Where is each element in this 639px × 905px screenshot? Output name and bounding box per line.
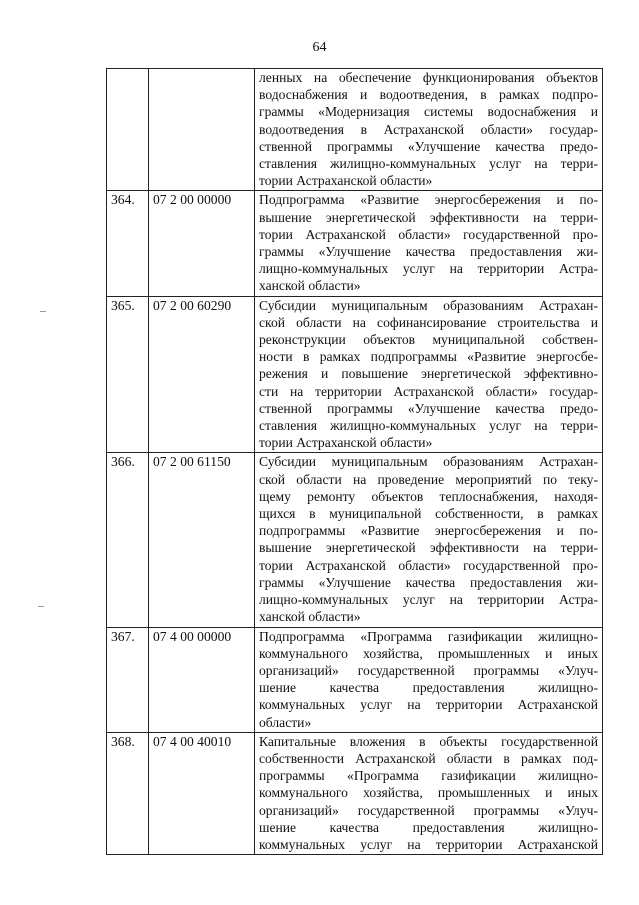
description-line: тории Астраханской области» государственной про- (259, 557, 598, 573)
description-line: щему ремонту объектов теплоснабжения, находя- (259, 488, 598, 504)
description-line: граммы «Модернизация системы водоснабжения и (259, 104, 598, 120)
description-line: граммы «Улучшение качества предоставления жи- (259, 574, 598, 590)
description-line: тории Астраханской области» (259, 435, 433, 451)
description-line: вышение энергетической эффективности на терри- (259, 209, 598, 225)
description-line: ственной программы «Улучшение качества предо- (259, 138, 598, 154)
description-line: шение качества предоставления жилищно- (259, 819, 598, 835)
description-line: ханской области» (259, 278, 361, 294)
description-line: области» (259, 714, 312, 730)
classification-code: 07 2 00 61150 (149, 453, 255, 627)
table-row (107, 453, 603, 627)
description-line: ставления жилищно-коммунальных услуг на терри- (259, 418, 598, 434)
description-line: программы «Программа газификации жилищно- (259, 768, 598, 784)
item-description (255, 627, 603, 732)
row-number: 366. (107, 453, 149, 627)
description-line: шение качества предоставления жилищно- (259, 680, 598, 696)
table-row (107, 296, 603, 453)
description-line: ности в рамках подпрограммы «Развитие энергосбе- (259, 349, 598, 365)
description-line: ской области на проведение мероприятий по теку- (259, 471, 598, 487)
item-description (255, 191, 603, 296)
description-line: подпрограммы «Развитие энергосбережения и по- (259, 523, 598, 539)
page-number: 64 (312, 40, 327, 55)
row-number (107, 69, 149, 191)
classification-code: 07 4 00 40010 (149, 732, 255, 854)
table-row (107, 69, 603, 191)
item-description (255, 453, 603, 627)
row-number: 364. (107, 191, 149, 296)
row-number: 365. (107, 296, 149, 453)
description-line: тории Астраханской области» государственной про- (259, 226, 598, 242)
description-line: Субсидии муниципальным образованиям Астрахан- (259, 454, 598, 470)
description-line: Капитальные вложения в объекты государственной (259, 733, 598, 749)
classification-code (149, 69, 255, 191)
description-line: лищно-коммунальных услуг на территории Астра- (259, 592, 598, 608)
description-line: Подпрограмма «Развитие энергосбережения и по- (259, 192, 598, 208)
description-line: щихся в муниципальной собственности, в рамках (259, 506, 598, 522)
item-description (255, 296, 603, 453)
row-number: 368. (107, 732, 149, 854)
classification-code: 07 2 00 00000 (149, 191, 255, 296)
scan-mark (40, 311, 46, 312)
classification-code: 07 2 00 60290 (149, 296, 255, 453)
description-line: граммы «Улучшение качества предоставления жи- (259, 244, 598, 260)
description-line: режения и повышение энергетической эффективно- (259, 366, 598, 382)
description-line: водоснабжения и водоотведения, в рамках подпро- (259, 87, 598, 103)
description-line: коммунальных услуг на территории Астраханской (259, 836, 598, 852)
item-description (255, 732, 603, 854)
description-line: ленных на обеспечение функционирования объектов (259, 70, 598, 85)
description-line: коммунальных услуг на территории Астраханской (259, 697, 598, 713)
description-line: тории Астраханской области» (259, 173, 433, 189)
table-row (107, 732, 603, 854)
description-line: коммунального хозяйства, промышленных и иных (259, 645, 598, 661)
description-line: ственной программы «Улучшение качества предо- (259, 400, 598, 416)
table-row (107, 627, 603, 732)
description-line: водоотведения в Астраханской области» государ- (259, 121, 598, 137)
description-line: Подпрограмма «Программа газификации жилищно- (259, 628, 598, 644)
description-line: организаций» государственной программы «Улуч- (259, 802, 598, 818)
description-line: реконструкции объектов муниципальной собствен- (259, 332, 598, 348)
description-line: коммунального хозяйства, промышленных и иных (259, 785, 598, 801)
description-line: организаций» государственной программы «Улуч- (259, 662, 598, 678)
description-line: Субсидии муниципальным образованиям Астрахан- (259, 297, 598, 313)
row-number: 367. (107, 627, 149, 732)
description-line: сти на территории Астраханской области» государ- (259, 383, 598, 399)
description-line: ской области на софинансирование строительства и (259, 314, 598, 330)
description-line: вышение энергетической эффективности на терри- (259, 540, 598, 556)
budget-classification-table (106, 68, 603, 855)
table-row (107, 191, 603, 296)
classification-code: 07 4 00 00000 (149, 627, 255, 732)
description-line: лищно-коммунальных услуг на территории Астра- (259, 261, 598, 277)
description-line: собственности Астраханской области в рамках под- (259, 750, 598, 766)
item-description (255, 69, 603, 191)
description-line: ханской области» (259, 609, 361, 625)
scan-mark (38, 606, 44, 607)
description-line: ставления жилищно-коммунальных услуг на терри- (259, 156, 598, 172)
